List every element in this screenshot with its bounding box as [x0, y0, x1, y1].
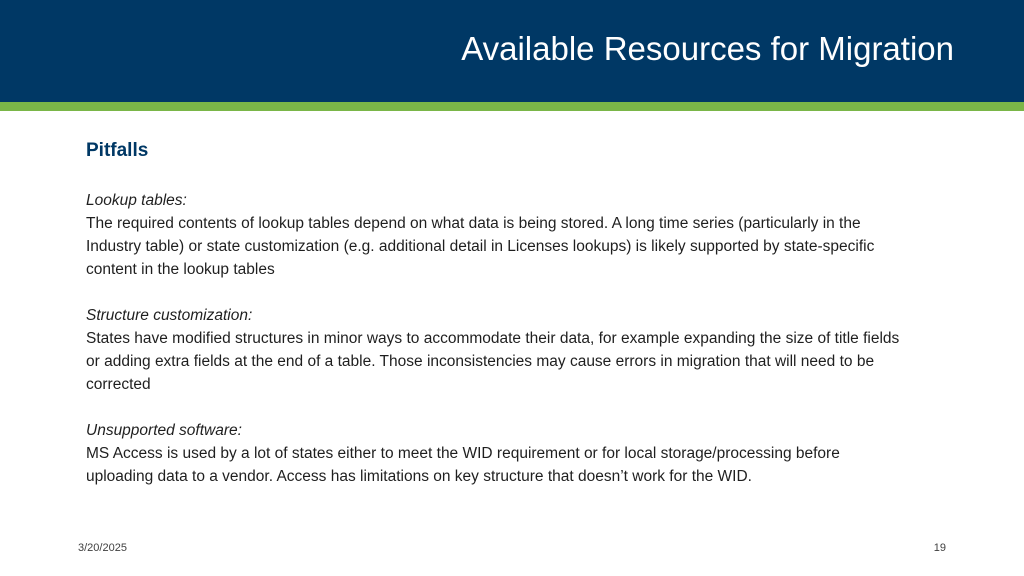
slide-body [86, 138, 906, 511]
structure-customization-section [86, 304, 906, 396]
section-text: States have modified structures in minor ways to accommodate their data, for example expanding the size of title fields or adding extra fields at the end of a table. Those inconsistencies may cause errors in migration that will need to be corrected [86, 330, 900, 393]
footer-date: 3/20/2025 [78, 542, 127, 554]
section-heading: Pitfalls [86, 140, 149, 161]
section-title: Lookup tables: [86, 192, 187, 209]
section-title: Unsupported software: [86, 422, 242, 439]
page-number: 19 [933, 542, 946, 554]
section-text: The required contents of lookup tables depend on what data is being stored. A long time series (particularly in the Industry table) or state customization (e.g. additional detail in Licenses lookups) is likely supported by state-specific content in the lookup tables [86, 215, 875, 278]
lookup-tables-section [86, 189, 906, 281]
accent-bar [0, 102, 1024, 111]
unsupported-software-section [86, 419, 906, 488]
slide-title: Available Resources for Migration [461, 30, 954, 67]
section-text: MS Access is used by a lot of states either to meet the WID requirement or for local storage/processing before uploading data to a vendor. Access has limitations on key structure that doesn’t work for the WID. [86, 445, 840, 485]
section-title: Structure customization: [86, 307, 253, 324]
title-banner [0, 0, 1024, 102]
